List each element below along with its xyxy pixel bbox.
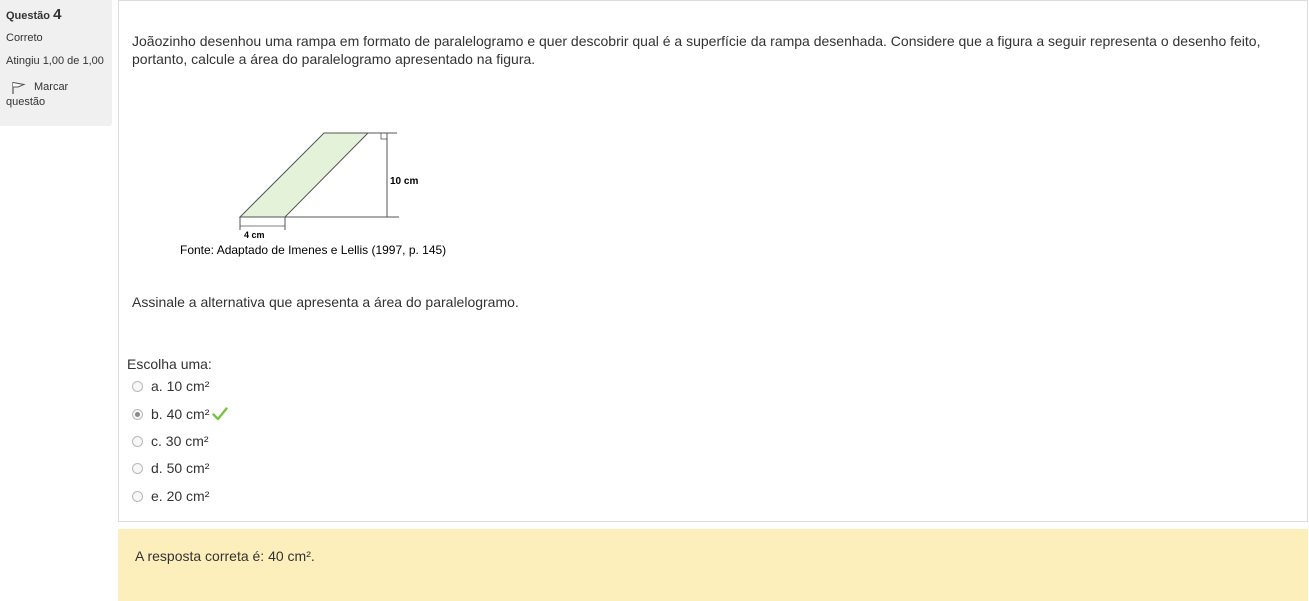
flag-label: Marcar questão <box>6 81 69 109</box>
radio-b[interactable] <box>132 409 143 420</box>
question-label: Questão <box>6 10 51 22</box>
flag-icon <box>10 81 28 95</box>
question-number-value: 4 <box>53 6 62 23</box>
option-label: b. 40 cm² <box>151 406 210 422</box>
base-label: 4 cm <box>244 230 265 240</box>
option-label: c. 30 cm² <box>151 433 209 449</box>
question-info-panel <box>0 0 112 126</box>
question-text: Joãozinho desenhou uma rampa em formato de paralelogramo e quer descobrir qual é a superfície da rampa desenhada. Considere que a figura a seguir representa o desenho feito, portanto, calcule a área do paralelogramo apresentado na figura. <box>132 33 1261 67</box>
question-prompt: Assinale a alternativa que apresenta a área do paralelogramo. <box>132 294 519 310</box>
option-label: a. 10 cm² <box>151 378 210 394</box>
option-label: e. 20 cm² <box>151 488 210 504</box>
checkmark-icon <box>212 406 228 422</box>
figure-caption: Fonte: Adaptado de Imenes e Lellis (1997, p. 145) <box>180 243 447 257</box>
radio-c[interactable] <box>132 436 143 447</box>
question-grade: Atingiu 1,00 de 1,00 <box>6 55 104 67</box>
right-answer-text: A resposta correta é: 40 cm². <box>135 548 315 564</box>
height-label: 10 cm <box>390 176 419 187</box>
answer-option-d[interactable] <box>132 458 209 478</box>
answer-option-c[interactable] <box>132 431 209 451</box>
answer-option-e[interactable] <box>132 486 209 506</box>
question-formulation <box>118 0 1308 522</box>
answer-option-a[interactable] <box>132 376 209 396</box>
right-answer-feedback <box>118 529 1308 601</box>
question-number <box>6 6 61 23</box>
choose-one-label: Escolha uma: <box>127 356 212 372</box>
flag-question-button[interactable] <box>6 80 106 111</box>
parallelogram-shape <box>240 133 368 217</box>
option-label: d. 50 cm² <box>151 460 210 476</box>
right-angle-marker <box>381 133 387 139</box>
answer-option-b[interactable] <box>132 404 228 424</box>
radio-d[interactable] <box>132 463 143 474</box>
question-state: Correto <box>6 32 43 44</box>
radio-e[interactable] <box>132 491 143 502</box>
radio-a[interactable] <box>132 381 143 392</box>
